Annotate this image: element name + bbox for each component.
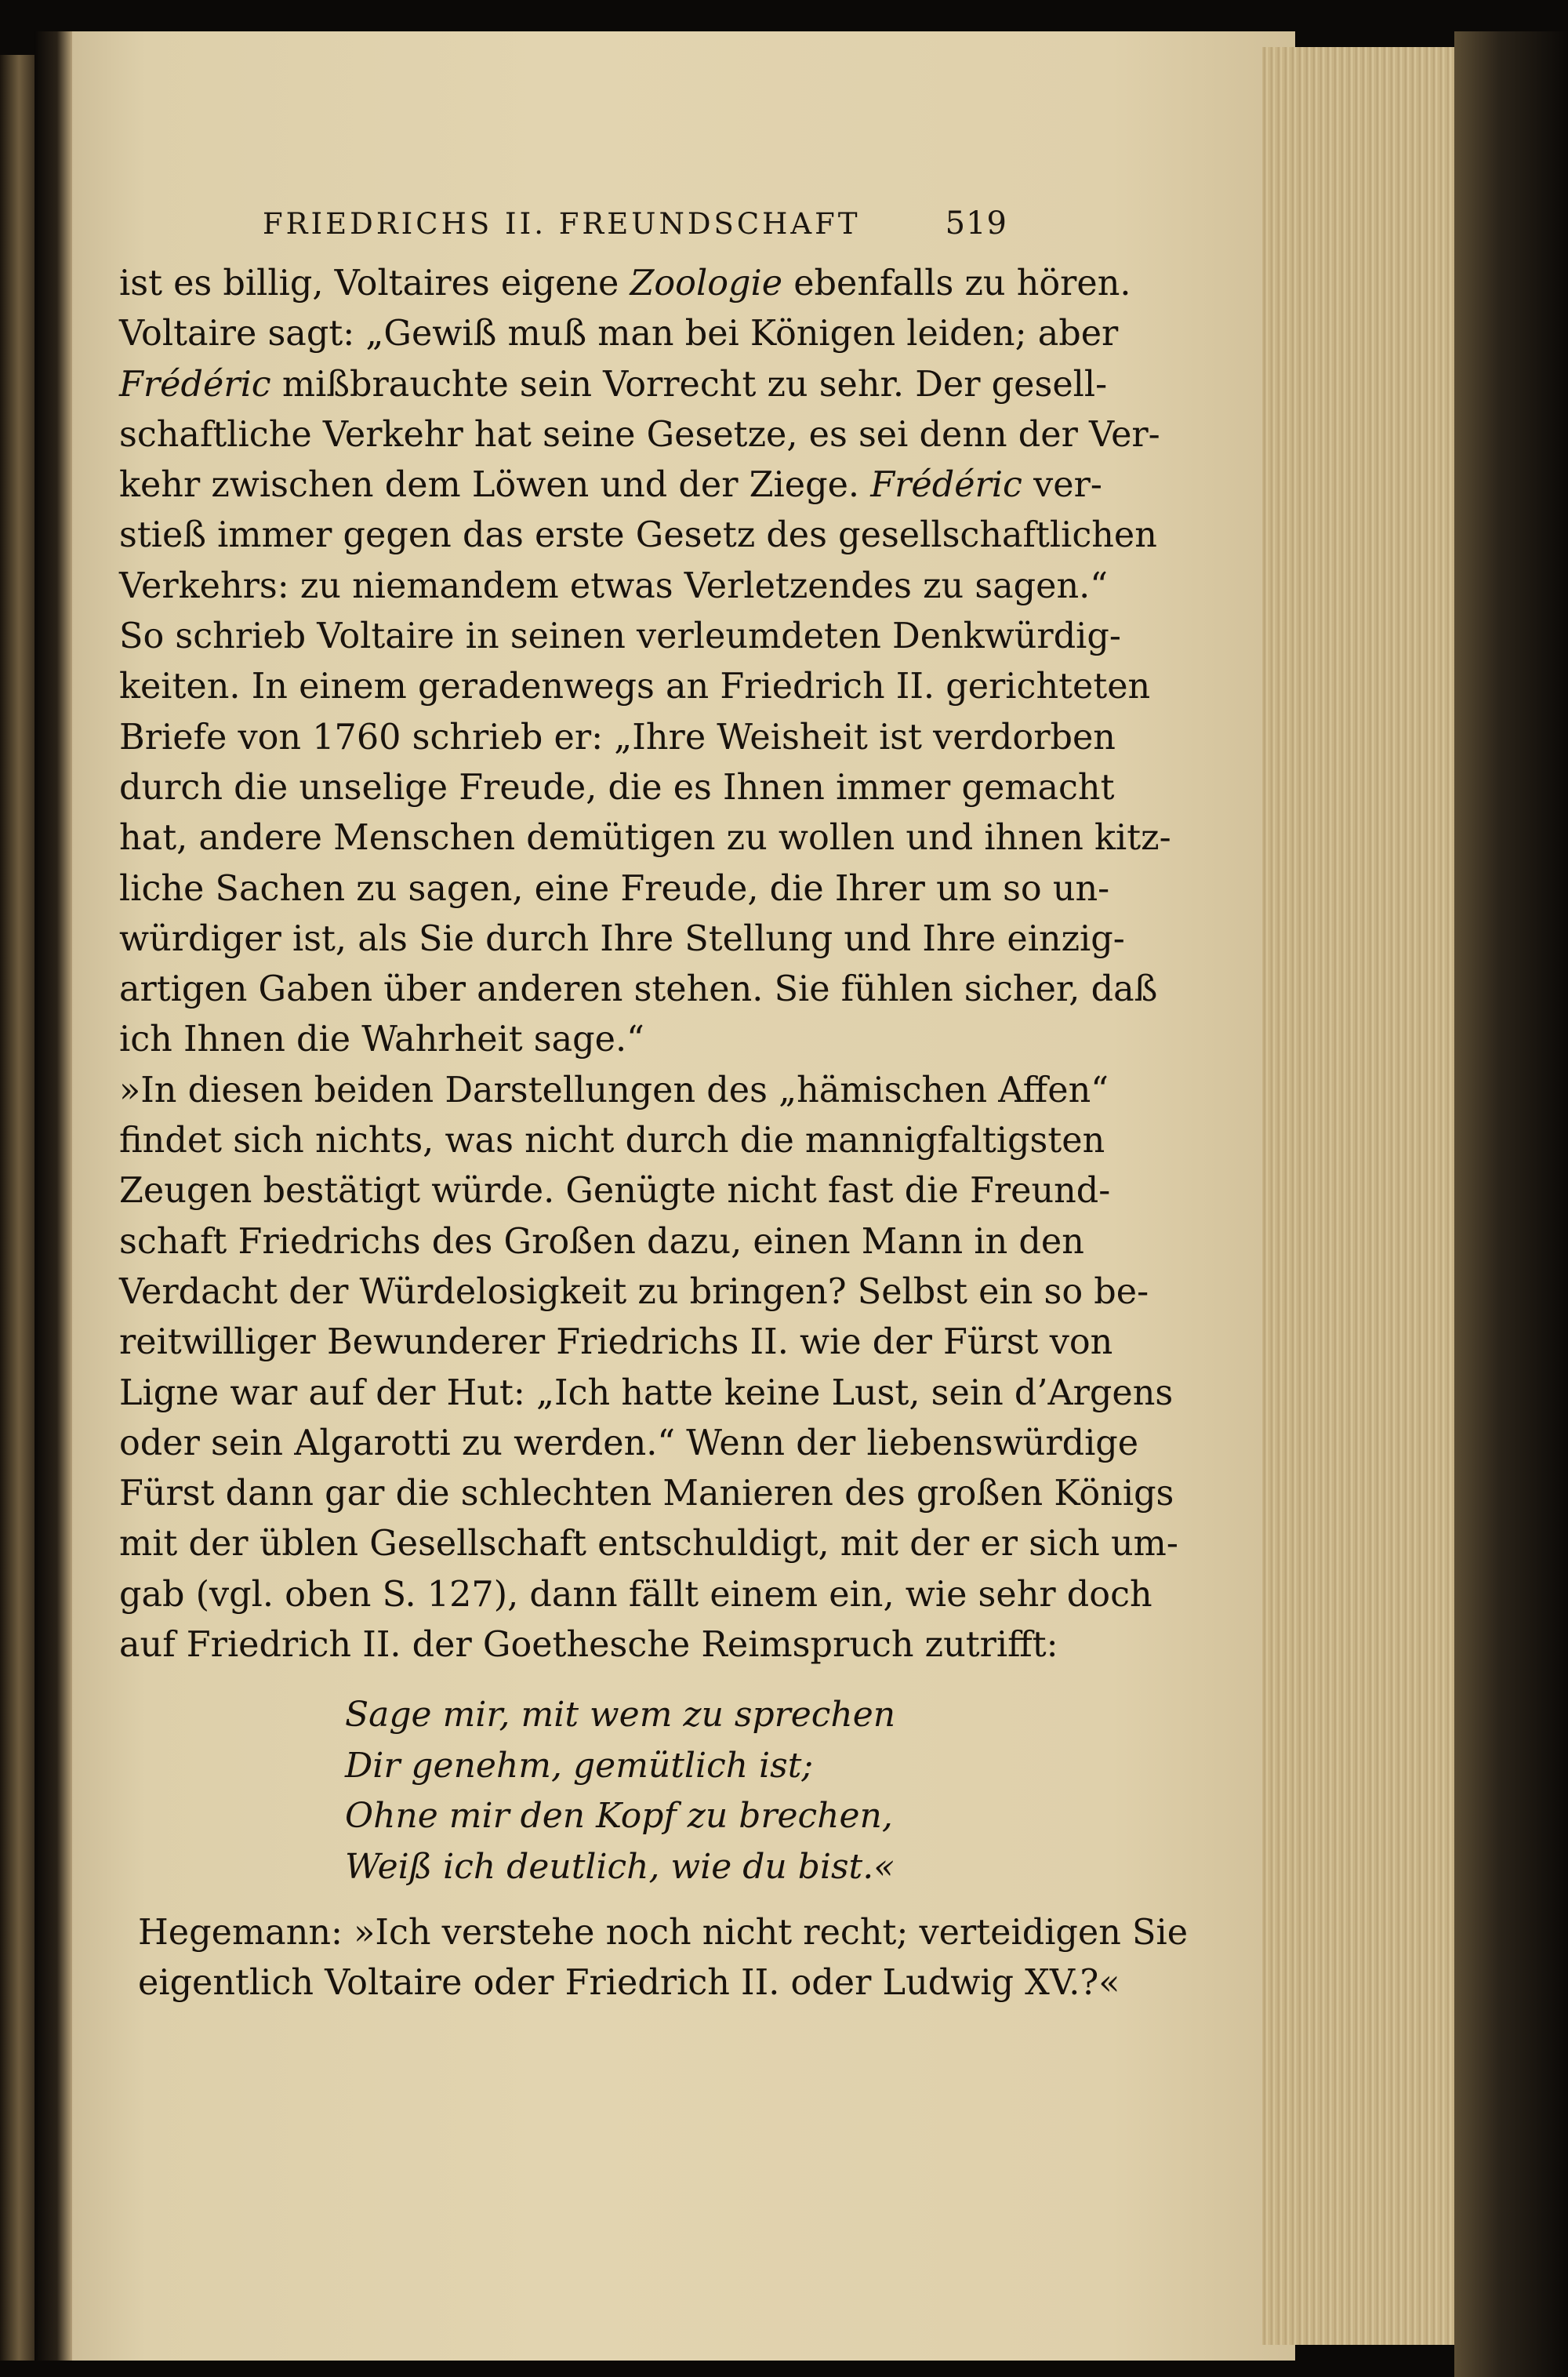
italic-term: Frédéric <box>119 364 271 405</box>
text-segment: gab (vgl. oben S. 127), dann fällt einem ein, wie sehr doch <box>119 1574 1152 1615</box>
text-segment: stieß immer gegen das erste Gesetz des gesellschaftlichen <box>119 515 1157 556</box>
italic-term: Zoologie <box>630 264 783 303</box>
text-segment: Voltaire sagt: „Gewiß muß man bei Königen leiden; aber <box>119 314 1119 354</box>
text-line <box>119 763 1115 813</box>
text-segment: durch die unselige Freude, die es Ihnen immer gemacht <box>119 767 1115 808</box>
text-line <box>119 1469 1174 1519</box>
text-line <box>119 1066 1109 1116</box>
text-line <box>119 864 1110 914</box>
text-line: eigentlich Voltaire oder Friedrich II. oder Ludwig XV.?« <box>138 1963 1120 2004</box>
text-line <box>119 562 1109 612</box>
text-segment: Briefe von 1760 schrieb er: „Ihre Weisheit ist verdorben <box>119 717 1116 758</box>
text-line <box>119 713 1116 763</box>
page-number: 519 <box>945 205 1007 242</box>
running-title: FRIEDRICHS II. FREUNDSCHAFT <box>263 207 861 241</box>
text-line <box>119 965 1158 1015</box>
page-fore-edge <box>1262 47 1466 2345</box>
text-line <box>119 460 1102 511</box>
text-segment: keiten. In einem geradenwegs an Friedrich II. gerichteten <box>119 667 1151 707</box>
text-line <box>119 259 1131 309</box>
text-segment: ver- <box>1022 465 1102 506</box>
verse-quotation <box>345 1690 895 1892</box>
text-segment: So schrieb Voltaire in seinen verleumdeten Denkwürdig- <box>119 616 1121 657</box>
text-line <box>119 1620 1058 1670</box>
running-head <box>263 205 1015 242</box>
previous-page-edge <box>0 55 34 2361</box>
text-line <box>119 1368 1174 1419</box>
verse-line: Dir genehm, gemütlich ist; <box>345 1745 814 1786</box>
text-line <box>119 813 1171 863</box>
text-segment: ist es billig, Voltaires eigene <box>119 264 630 303</box>
text-segment: mit der üblen Gesellschaft entschuldigt, mit der er sich um- <box>119 1524 1178 1565</box>
text-line <box>119 1217 1084 1267</box>
text-segment: findet sich nichts, was nicht durch die mannigfaltigsten <box>119 1121 1105 1161</box>
text-segment: »In diesen beiden Darstellungen des „hämischen Affen“ <box>119 1070 1109 1110</box>
text-line <box>119 309 1119 359</box>
verse-line: Ohne mir den Kopf zu brechen, <box>345 1796 893 1836</box>
text-line <box>119 1015 1029 1065</box>
text-segment: liche Sachen zu sagen, eine Freude, die Ihrer um so un- <box>119 868 1110 909</box>
text-line <box>119 1419 1139 1469</box>
text-line <box>119 612 1121 662</box>
text-line: Hegemann: »Ich verstehe noch nicht recht; verteidigen Sie <box>138 1913 1189 1953</box>
body-text <box>119 259 1178 1670</box>
text-segment: artigen Gaben über anderen stehen. Sie fühlen sicher, daß <box>119 969 1158 1010</box>
text-line <box>119 1519 1178 1569</box>
text-segment: mißbrauchte sein Vorrecht zu sehr. Der gesell- <box>270 364 1108 405</box>
verse-line: Weiß ich deutlich, wie du bist.« <box>345 1846 895 1887</box>
text-line <box>119 360 1108 410</box>
text-segment: hat, andere Menschen demütigen zu wollen und ihnen kitz- <box>119 818 1171 859</box>
text-line <box>119 1570 1152 1620</box>
italic-term: Frédéric <box>870 465 1022 506</box>
book-cover-shadow <box>1454 31 1568 2377</box>
closing-paragraph <box>138 1907 1189 2008</box>
text-segment: auf Friedrich II. der Goethesche Reimspruch zutrifft: <box>119 1625 1058 1666</box>
text-segment: würdiger ist, als Sie durch Ihre Stellung und Ihre einzig- <box>119 918 1125 959</box>
text-segment: ebenfalls zu hören. <box>782 264 1131 303</box>
text-segment: Verkehrs: zu niemandem etwas Verletzendes zu sagen.“ <box>119 565 1109 606</box>
text-segment: Verdacht der Würdelosigkeit zu bringen? Selbst ein so be- <box>119 1271 1149 1312</box>
text-segment: schaftliche Verkehr hat seine Gesetze, es sei denn der Ver- <box>119 414 1160 455</box>
text-line <box>119 511 1157 561</box>
text-segment: Ligne war auf der Hut: „Ich hatte keine Lust, sein d’Argens <box>119 1372 1174 1413</box>
book-gutter <box>34 31 72 2361</box>
text-line <box>119 1116 1105 1166</box>
text-segment: oder sein Algarotti zu werden.“ Wenn der liebenswürdige <box>119 1423 1139 1463</box>
text-line <box>119 410 1160 460</box>
text-line <box>119 914 1125 965</box>
text-segment: Fürst dann gar die schlechten Manieren des großen Königs <box>119 1474 1174 1514</box>
text-segment: Zeugen bestätigt würde. Genügte nicht fast die Freund- <box>119 1171 1111 1212</box>
text-line <box>119 1318 1113 1368</box>
text-segment: reitwilliger Bewunderer Friedrichs II. wie der Fürst von <box>119 1322 1113 1363</box>
text-line <box>119 662 1151 712</box>
text-line <box>119 1267 1149 1318</box>
text-segment: schaft Friedrichs des Großen dazu, einen Mann in den <box>119 1221 1084 1262</box>
text-segment: kehr zwischen dem Löwen und der Ziege. <box>119 465 871 506</box>
verse-line: Sage mir, mit wem zu sprechen <box>345 1695 896 1735</box>
text-line <box>119 1166 1111 1216</box>
text-segment: ich Ihnen die Wahrheit sage.“ <box>119 1019 644 1060</box>
